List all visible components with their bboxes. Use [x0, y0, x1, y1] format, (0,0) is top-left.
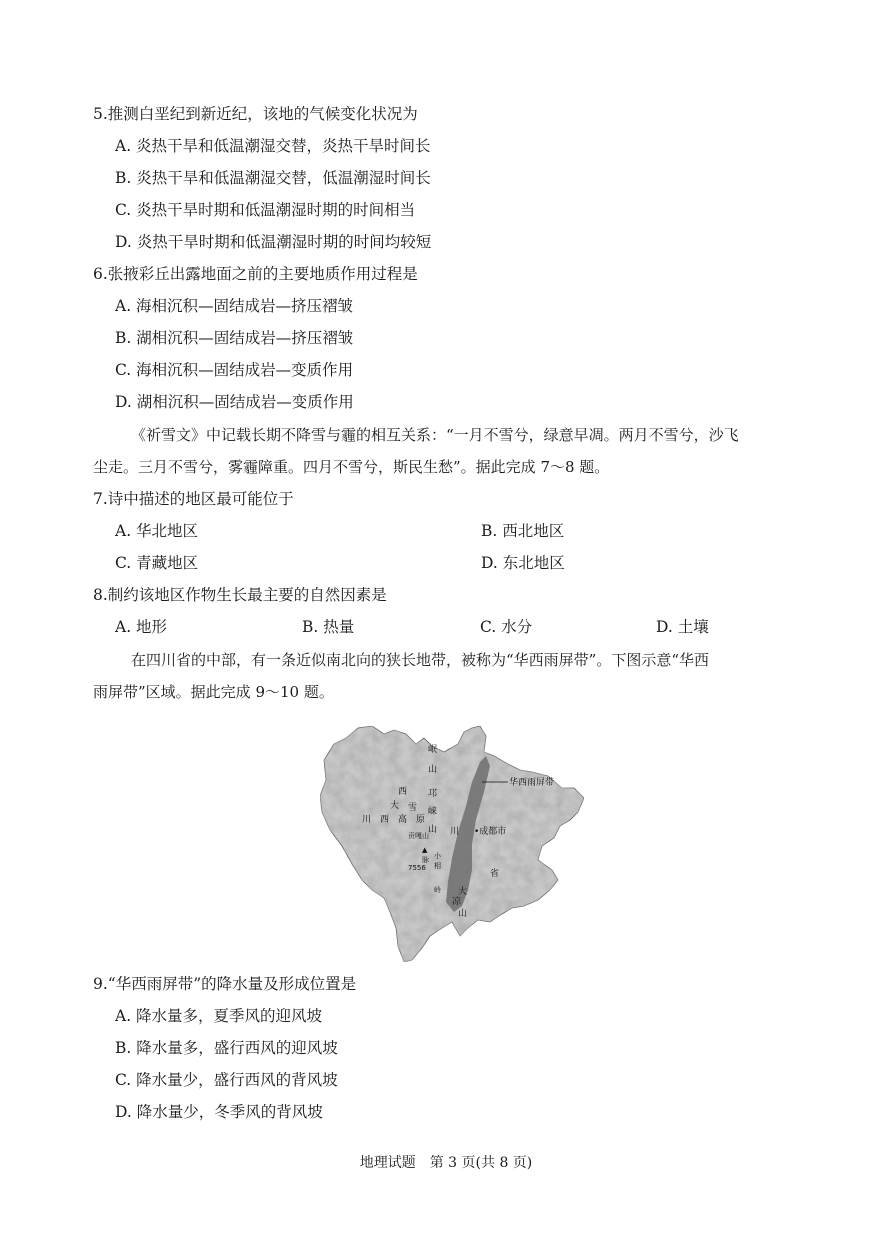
question-5-option-c: C. 炎热干旱时期和低温潮湿时期的时间相当	[115, 201, 416, 219]
label-gao: 高	[398, 815, 408, 825]
label-xi: 西	[398, 787, 408, 797]
question-7-option-c: C. 青藏地区	[115, 554, 199, 572]
question-7-option-d: D. 东北地区	[481, 554, 565, 572]
label-shan3: 山	[458, 909, 468, 919]
question-6-stem: 6.张掖彩丘出露地面之前的主要地质作用过程是	[93, 265, 418, 283]
question-9-stem: 9.“华西雨屏带”的降水量及形成位置是	[93, 975, 357, 993]
label-xue: 雪	[408, 803, 418, 813]
label-xi2: 西	[380, 815, 390, 825]
label-liang: 凉	[452, 897, 462, 907]
question-9-option-d: D. 降水量少，冬季风的背风坡	[115, 1103, 323, 1121]
question-8-option-d: D. 土壤	[656, 618, 709, 636]
question-8-option-a: A. 地形	[115, 618, 168, 636]
label-gongga: 贡嘎山	[408, 832, 429, 840]
label-shan: 山	[428, 765, 438, 775]
question-6-option-d: D. 湖相沉积—固结成岩—变质作用	[115, 393, 354, 411]
label-da: 大	[390, 801, 400, 811]
peak-icon: ▲	[422, 846, 428, 854]
label-min: 岷	[428, 745, 438, 755]
label-yuan: 原	[416, 815, 426, 825]
question-7-option-a: A. 华北地区	[115, 522, 199, 540]
question-8-option-c: C. 水分	[480, 618, 533, 636]
label-chengdu: •成都市	[474, 827, 507, 837]
question-6-option-b: B. 湖相沉积—固结成岩—挤压褶皱	[115, 329, 354, 347]
label-shan2: 山	[428, 825, 438, 835]
intro-9-10-line-1: 在四川省的中部，有一条近似南北向的狭长地带，被称为“华西雨屏带”。下图示意“华西	[131, 651, 710, 669]
label-elevation: 7556	[408, 864, 426, 872]
question-5-option-b: B. 炎热干旱和低温潮湿交替，低温潮湿时间长	[115, 169, 431, 187]
label-chuan2: 川	[450, 827, 460, 837]
question-7-stem: 7.诗中描述的地区最可能位于	[93, 490, 294, 508]
question-9-option-b: B. 降水量多，盛行西风的迎风坡	[115, 1039, 338, 1057]
label-qiong: 邛	[428, 789, 438, 799]
label-ling: 岭	[434, 886, 441, 894]
label-xiao: 小	[434, 852, 441, 860]
page-footer: 地理试题 第 3 页(共 8 页)	[359, 1155, 533, 1171]
label-jia: 崃	[428, 807, 438, 817]
intro-7-8-line-2: 尘走。三月不雪兮，雾霾障重。四月不雪兮，斯民生愁”。据此完成 7～8 题。	[93, 458, 610, 476]
question-6-option-a: A. 海相沉积—固结成岩—挤压褶皱	[115, 297, 354, 315]
question-8-stem: 8.制约该地区作物生长最主要的自然因素是	[93, 586, 387, 604]
sichuan-province-outline	[320, 726, 584, 962]
label-xiang: 相	[434, 862, 441, 870]
label-sheng: 省	[490, 869, 500, 879]
question-6-option-c: C. 海相沉积—固结成岩—变质作用	[115, 361, 354, 379]
question-9-option-a: A. 降水量多，夏季风的迎风坡	[115, 1007, 323, 1025]
question-5-option-a: A. 炎热干旱和低温潮湿交替，炎热干旱时间长	[115, 137, 431, 155]
label-chuan: 川	[362, 815, 372, 825]
question-8-option-b: B. 热量	[302, 618, 355, 636]
label-da2: 大	[458, 887, 468, 897]
intro-9-10-line-2: 雨屏带”区域。据此完成 9～10 题。	[93, 683, 334, 701]
question-5-stem: 5.推测白垩纪到新近纪，该地的气候变化状况为	[93, 105, 418, 123]
sichuan-rain-screen-map	[312, 722, 598, 964]
question-9-option-c: C. 降水量少，盛行西风的背风坡	[115, 1071, 338, 1089]
question-5-option-d: D. 炎热干旱时期和低温潮湿时期的时间均较短	[115, 233, 432, 251]
label-mai: 脉	[422, 856, 429, 864]
question-7-option-b: B. 西北地区	[481, 522, 565, 540]
band-label: 华西雨屏带	[509, 778, 555, 788]
intro-7-8-line-1: 《祈雪文》中记载长期不降雪与霾的相互关系：“一月不雪兮，绿意早凋。两月不雪兮，沙飞	[131, 426, 739, 444]
